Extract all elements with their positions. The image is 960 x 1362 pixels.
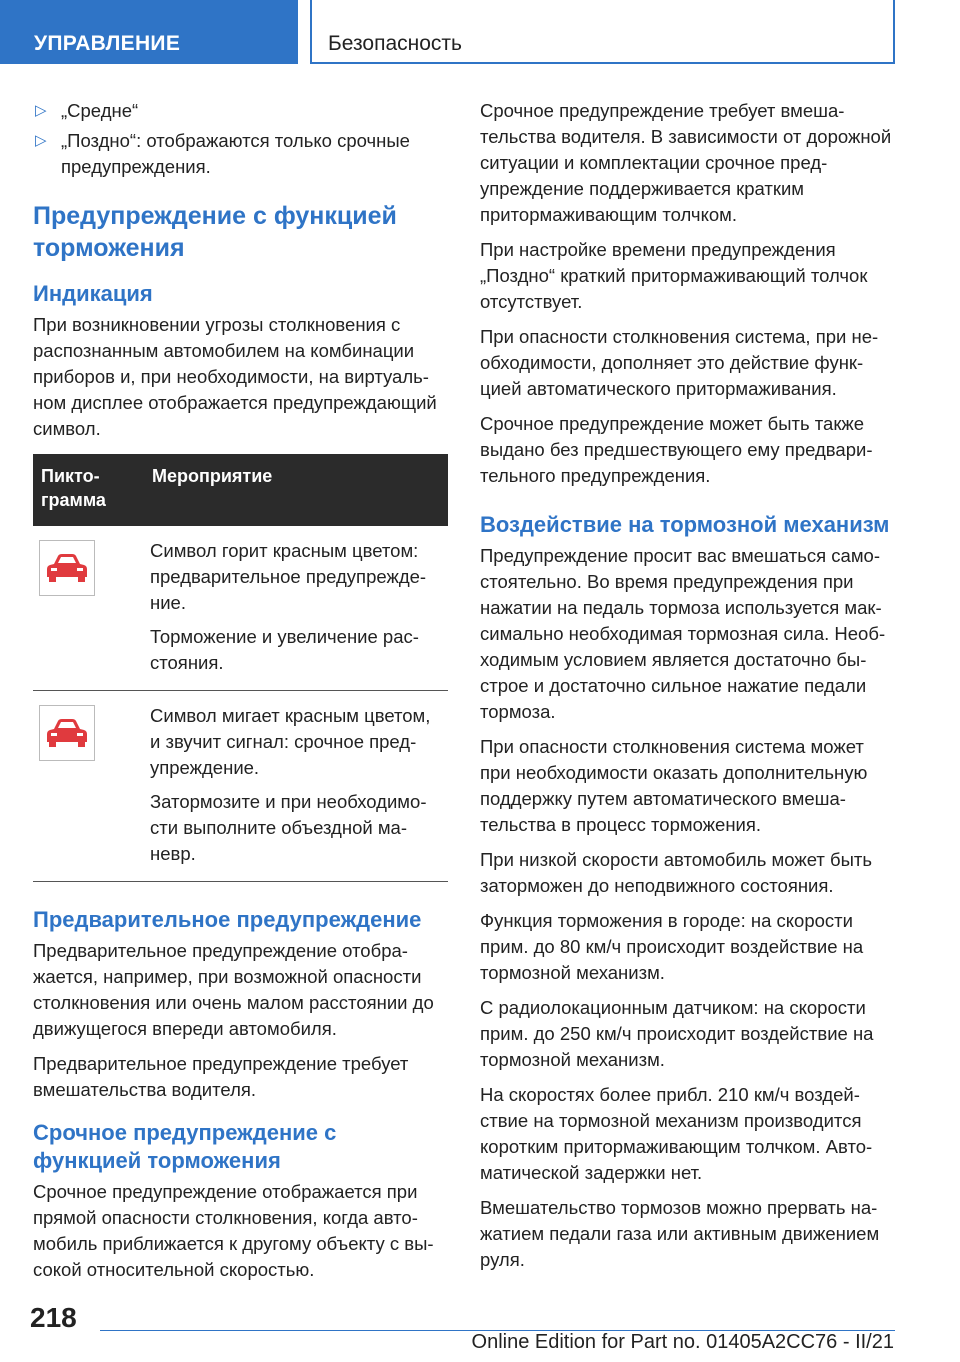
right-column (480, 98, 895, 1282)
table-row (33, 526, 448, 691)
heading-braking-warning: Предупреждение с функцией торможения (33, 202, 397, 262)
list-item (33, 128, 448, 180)
paragraph: При возникновении угрозы столкновения с распознанным автомобилем на комбинации приборов и, при необходимости, на виртуальном дисплее отображается предупреждающий символ. (33, 314, 437, 439)
bullet-text: „Средне“ (61, 100, 139, 121)
paragraph: Вмешательство тормозов можно прервать нажатием педали газа или активным движением руля. (480, 1197, 880, 1270)
paragraph: На скоростях более прибл. 210 км/ч воздействие на тормозной механизм производится коротким притормаживающим толчком. Автоматической задержки нет. (480, 1084, 873, 1183)
bullet-text: „Поздно“: отображаются только срочные предупреждения. (61, 130, 410, 177)
table-header-row (33, 454, 448, 526)
table-row (33, 691, 448, 882)
paragraph: Срочное предупреждение может быть также выдано без предшествующего ему предварительного предупреждения. (480, 413, 873, 486)
car-warning-icon (39, 705, 95, 761)
table-header-action: Мероприятие (144, 454, 448, 526)
page-number: 218 (30, 1302, 77, 1333)
car-warning-icon (39, 540, 95, 596)
triangle-bullet-icon: ▷ (35, 102, 47, 119)
table-cell-text (144, 691, 448, 882)
chapter-tab[interactable]: УПРАВЛЕНИЕ (0, 0, 298, 64)
paragraph: Срочное предупреждение отображается при прямой опасности столкновения, когда автомобиль приближается к другому объекту с высокой относительной скоростью. (33, 1181, 434, 1280)
section-tab[interactable]: Безопасность (310, 0, 895, 64)
heading-brake-action: Воздействие на тормозной механизм (480, 512, 890, 537)
paragraph: Предварительное предупреждение отображается, например, при возможной опасности столкновения или очень малом расстоянии до движущегося впереди автомобиля. (33, 940, 434, 1039)
paragraph: При опасности столкновения система может при необходимости оказать дополнительную поддержку путем автоматического вмешательства в процесс торможения. (480, 736, 868, 835)
cell-paragraph: Символ мигает красным цветом, и звучит сигнал: срочное предупреждение. (150, 705, 431, 778)
paragraph: Срочное предупреждение требует вмешательства водителя. В зависимости от дорожной ситуации и комплектации срочное предупреждение поддерживается кратким притормаживающим толчком. (480, 100, 892, 225)
paragraph: Предупреждение просит вас вмешаться самостоятельно. Во время предупреждения при нажатии на педаль тормоза используется максимально необходимая тормозная сила. Необходимым условием является достаточно быстрое и достаточно сильное нажатие педали тормоза. (480, 545, 886, 722)
heading-urgent-warning: Срочное предупреждение с функцией торможения (33, 1120, 337, 1173)
table-cell-icon (33, 526, 144, 691)
paragraph: Предварительное предупреждение требует вмешательства водителя. (33, 1053, 409, 1100)
table-header-pictogram: Пиктограмма (33, 454, 144, 526)
heading-indication: Индикация (33, 281, 153, 306)
cell-paragraph: Затормозите и при необходимости выполните объездной маневр. (150, 791, 427, 864)
triangle-bullet-icon: ▷ (35, 132, 47, 149)
heading-prewarning: Предварительное предупреждение (33, 907, 422, 932)
list-item (33, 98, 448, 124)
paragraph: С радиолокационным датчиком: на скорости прим. до 250 км/ч происходит воздействие на тормозной механизм. (480, 997, 874, 1070)
table-cell-text (144, 526, 448, 691)
paragraph: При низкой скорости автомобиль может быть заторможен до неподвижного состояния. (480, 849, 873, 896)
paragraph: При настройке времени предупреждения „Поздно“ краткий притормаживающий толчок отсутствует. (480, 239, 868, 312)
footer-edition: Online Edition for Part no. 01405A2CC76 - II/21 (471, 1331, 894, 1353)
cell-paragraph: Торможение и увеличение расстояния. (150, 626, 419, 673)
paragraph: При опасности столкновения система, при необходимости, дополняет это действие функцией автоматического притормаживания. (480, 326, 879, 399)
left-column (33, 98, 448, 1292)
car-warning-icon-svg (45, 716, 89, 750)
pictogram-table (33, 454, 448, 882)
car-warning-icon-svg (45, 551, 89, 585)
paragraph: Функция торможения в городе: на скорости прим. до 80 км/ч происходит воздействие на тормозной механизм. (480, 910, 864, 983)
table-cell-icon (33, 691, 144, 882)
cell-paragraph: Символ горит красным цветом: предварительное предупреждение. (150, 540, 427, 613)
